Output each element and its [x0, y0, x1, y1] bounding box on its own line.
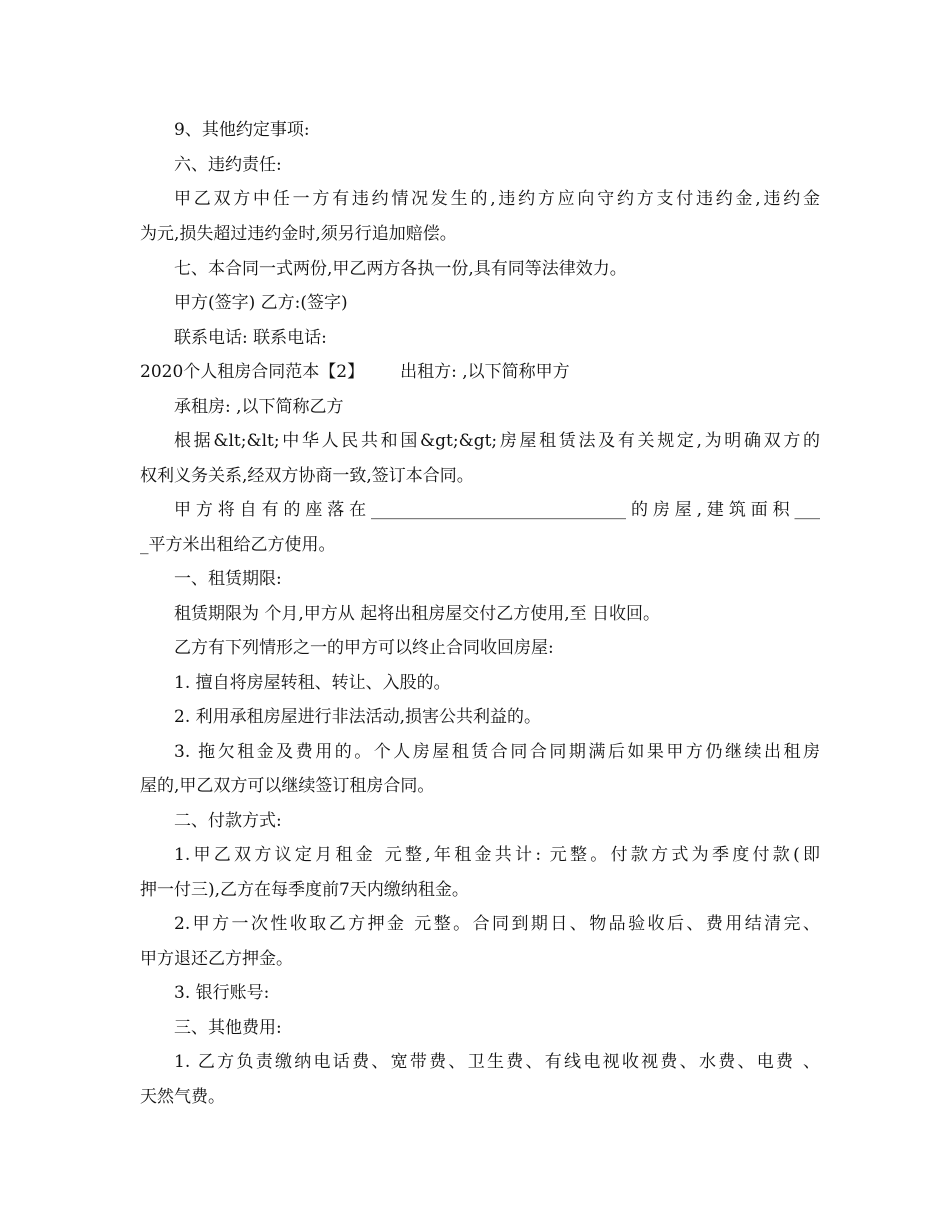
list-item: 1.甲乙双方议定月租金 元整,年租金共计: 元整。付款方式为季度付款(即 — [174, 845, 820, 865]
lessee-line: 承租房: ,以下简称乙方 — [174, 397, 344, 417]
list-item: 2. 利用承租房屋进行非法活动,损害公共利益的。 — [174, 707, 542, 727]
signature-line: 甲方(签字) 乙方:(签字) — [174, 293, 348, 313]
contract-title: 2020个人租房合同范本【2】 — [140, 362, 365, 382]
clause-copies: 七、本合同一式两份,甲乙两方各执一份,具有同等法律效力。 — [174, 259, 627, 279]
list-item: 3. 银行账号: — [174, 983, 270, 1003]
section-heading-term: 一、租赁期限: — [174, 569, 282, 589]
clause-other-matters: 9、其他约定事项: — [174, 120, 310, 140]
paragraph-line: 押一付三),乙方在每季度前7天内缴纳租金。 — [140, 880, 469, 900]
paragraph-line: 甲方退还乙方押金。 — [140, 949, 293, 969]
list-item: 1. 擅自将房屋转租、转让、入股的。 — [174, 673, 451, 693]
section-heading-breach: 六、违约责任: — [174, 155, 282, 175]
paragraph-line: 权利义务关系,经双方协商一致,签订本合同。 — [140, 466, 474, 486]
list-item: 3. 拖欠租金及费用的。个人房屋租赁合同合同期满后如果甲方仍继续出租房 — [174, 742, 820, 762]
contract-title-line — [140, 361, 820, 383]
section-heading-payment: 二、付款方式: — [174, 811, 282, 831]
paragraph-line: 乙方有下列情形之一的甲方可以终止合同收回房屋: — [174, 638, 554, 658]
contact-phone-line: 联系电话: 联系电话: — [174, 328, 327, 348]
lessor-line: 出租方: ,以下简称甲方 — [400, 362, 570, 382]
paragraph-line: 甲方将自有的座落在______________________________的房屋,建筑面积___ — [174, 500, 820, 520]
paragraph-line: 租赁期限为 个月,甲方从 起将出租房屋交付乙方使用,至 日收回。 — [174, 604, 661, 624]
list-item: 2.甲方一次性收取乙方押金 元整。合同到期日、物品验收后、费用结清完、 — [174, 914, 820, 934]
paragraph-line: 天然气费。 — [140, 1087, 225, 1107]
paragraph-line: 甲乙双方中任一方有违约情况发生的,违约方应向守约方支付违约金,违约金 — [174, 189, 820, 209]
list-item: 1. 乙方负责缴纳电话费、宽带费、卫生费、有线电视收视费、水费、电费 、 — [174, 1052, 820, 1072]
paragraph-line: 屋的,甲乙双方可以继续签订租房合同。 — [140, 776, 435, 796]
paragraph-line: 根据&lt;&lt;中华人民共和国&gt;&gt;房屋租赁法及有关规定,为明确双方的 — [174, 431, 820, 451]
paragraph-line: _平方米出租给乙方使用。 — [140, 535, 336, 555]
paragraph-line: 为元,损失超过违约金时,须另行追加赔偿。 — [140, 224, 457, 244]
section-heading-other-fees: 三、其他费用: — [174, 1018, 282, 1038]
